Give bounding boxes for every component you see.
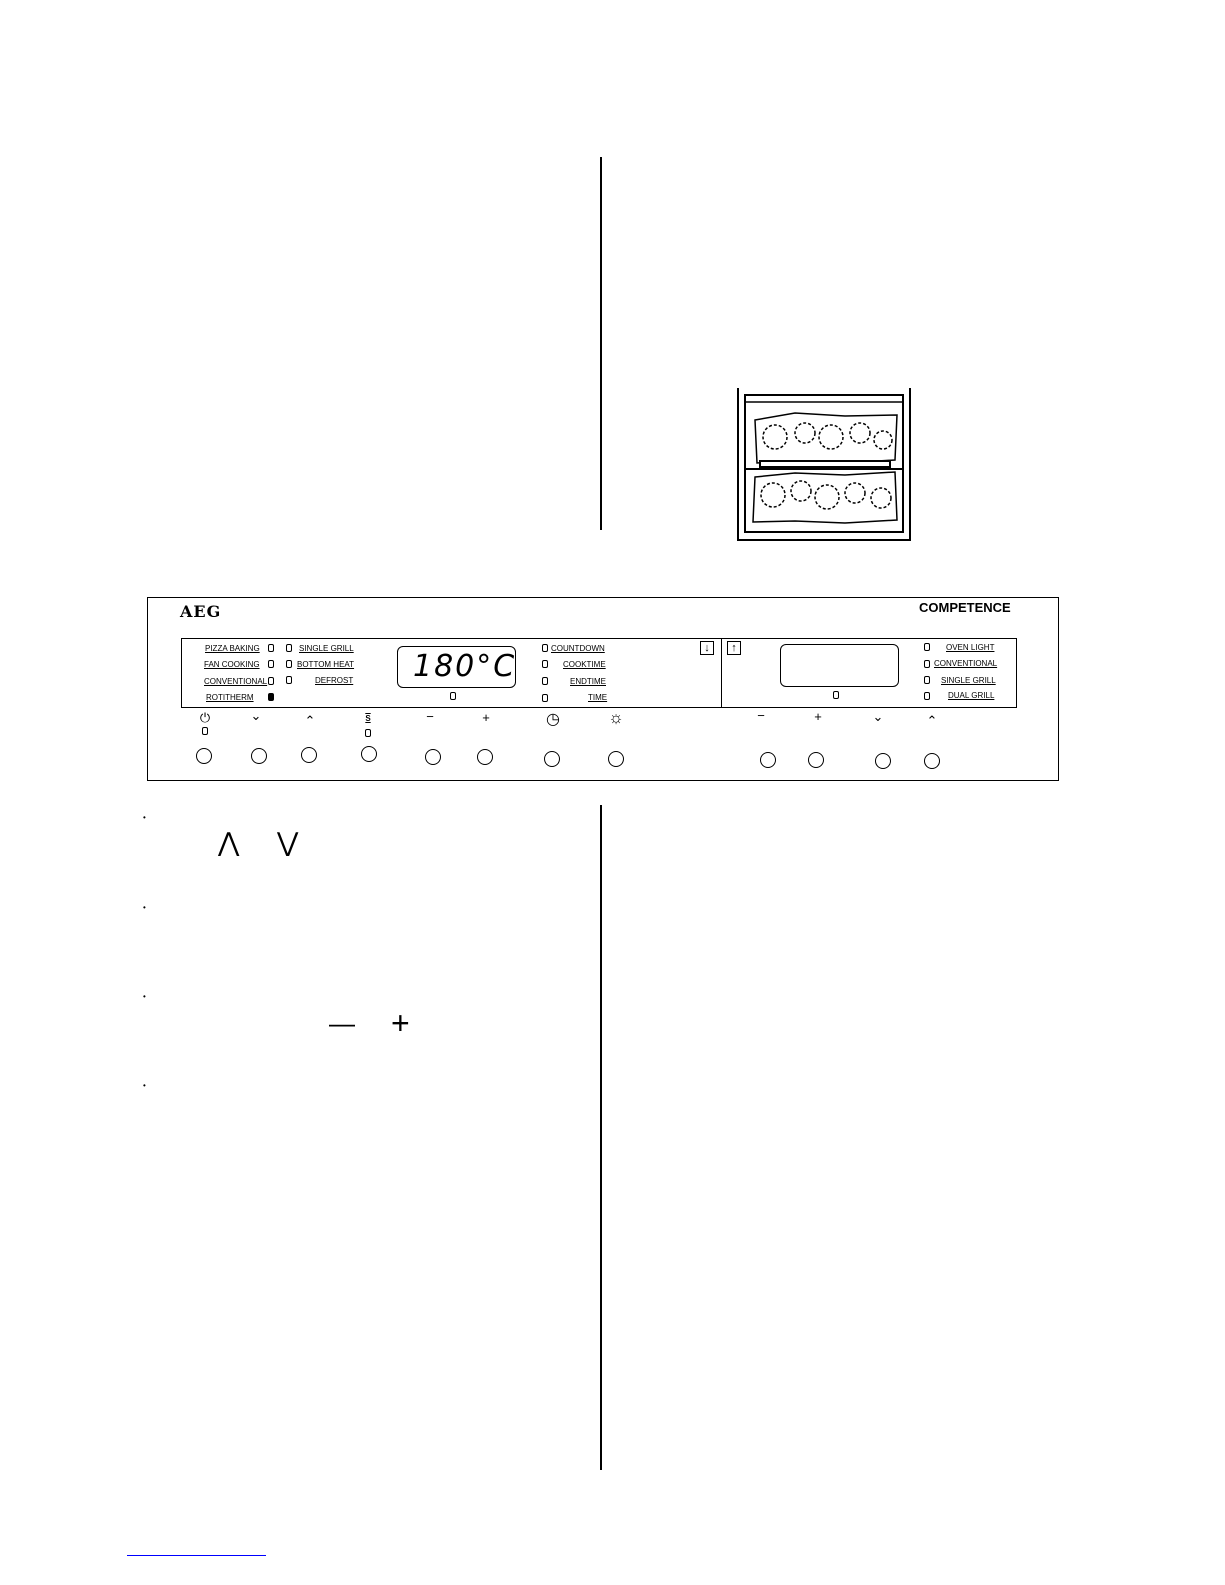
led-dual-grill [924, 692, 930, 700]
model-name: COMPETENCE [919, 600, 1011, 615]
top-plus-icon: + [814, 709, 822, 724]
timer-time: TIME [588, 693, 608, 702]
led-display-main [450, 692, 456, 700]
led-display-top [833, 691, 839, 699]
function-fan-cooking: FAN COOKING [204, 660, 260, 669]
minus-symbol: — [329, 1008, 355, 1038]
timer-countdown: COUNTDOWN [551, 644, 605, 653]
led-time [542, 694, 548, 702]
brand-logo: AEG [180, 602, 222, 621]
light-button[interactable] [608, 751, 624, 767]
main-display-value: 180°C [413, 649, 517, 684]
power-icon: ⏻ [199, 710, 211, 725]
led-endtime [542, 677, 548, 685]
function-bottom-heat: BOTTOM HEAT [297, 660, 355, 669]
led-single-grill [286, 644, 292, 652]
clock-icon: ◷ [546, 711, 560, 728]
led-defrost [286, 676, 292, 684]
led-top-single-grill [924, 676, 930, 684]
led-rotitherm [268, 693, 274, 701]
top-oven-display [780, 644, 899, 687]
led-countdown [542, 644, 548, 652]
led-oven-light [924, 643, 930, 651]
top-function-conventional: CONVENTIONAL [934, 659, 998, 668]
led-s [365, 729, 371, 737]
plus-button[interactable] [477, 749, 493, 765]
led-cooktime [542, 660, 548, 668]
bullet-2: • [143, 903, 146, 912]
upper-oven-select-icon[interactable]: ↑ [727, 641, 741, 655]
up-symbol: ⋀ [218, 827, 240, 857]
top-chevron-up-icon: ⌃ [926, 713, 938, 728]
down-symbol: ⋁ [277, 827, 299, 857]
plus-symbol: + [391, 1005, 410, 1041]
chevron-down-icon: ⌄ [250, 708, 262, 723]
top-function-oven-light: OVEN LIGHT [946, 643, 995, 652]
column-divider-bottom [600, 805, 602, 1470]
minus-button[interactable] [425, 749, 441, 765]
up-button[interactable] [301, 747, 317, 763]
led-bottom-heat [286, 660, 292, 668]
light-icon: ☼ [608, 708, 624, 727]
bullet-3: • [143, 992, 146, 1001]
top-minus-button[interactable] [760, 752, 776, 768]
strip-separator [721, 638, 722, 708]
function-single-grill: SINGLE GRILL [299, 644, 354, 653]
function-defrost: DEFROST [315, 676, 354, 685]
timer-endtime: ENDTIME [570, 677, 606, 686]
down-button[interactable] [251, 748, 267, 764]
chevron-up-icon: ⌃ [304, 713, 316, 728]
top-up-button[interactable] [924, 753, 940, 769]
bullet-4: • [143, 1081, 146, 1090]
oven-pizza-illustration [735, 385, 915, 543]
function-pizza-baking: PIZZA BAKING [205, 644, 260, 653]
s-icon: S [365, 714, 371, 723]
plus-icon: + [482, 710, 490, 725]
led-top-conventional [924, 660, 930, 668]
clock-button[interactable] [544, 751, 560, 767]
top-function-dual-grill: DUAL GRILL [948, 691, 995, 700]
minus-icon: − [426, 709, 434, 724]
power-button[interactable] [196, 748, 212, 764]
led-pizza-baking [268, 644, 274, 652]
function-rotitherm: ROTITHERM [206, 693, 254, 702]
column-divider-top [600, 157, 602, 530]
top-function-single-grill: SINGLE GRILL [941, 676, 996, 685]
top-plus-button[interactable] [808, 752, 824, 768]
led-fan-cooking [268, 660, 274, 668]
bullet-1: • [143, 813, 146, 822]
top-chevron-down-icon: ⌄ [872, 709, 884, 724]
led-conventional [268, 677, 274, 685]
s-button[interactable] [361, 746, 377, 762]
top-minus-icon: − [757, 708, 765, 723]
function-conventional: CONVENTIONAL [204, 677, 268, 686]
footer-link-line [127, 1555, 266, 1556]
control-panel [147, 597, 1059, 781]
led-power [202, 727, 208, 735]
timer-cooktime: COOKTIME [563, 660, 606, 669]
top-down-button[interactable] [875, 753, 891, 769]
lower-oven-select-icon[interactable]: ↓ [700, 641, 714, 655]
